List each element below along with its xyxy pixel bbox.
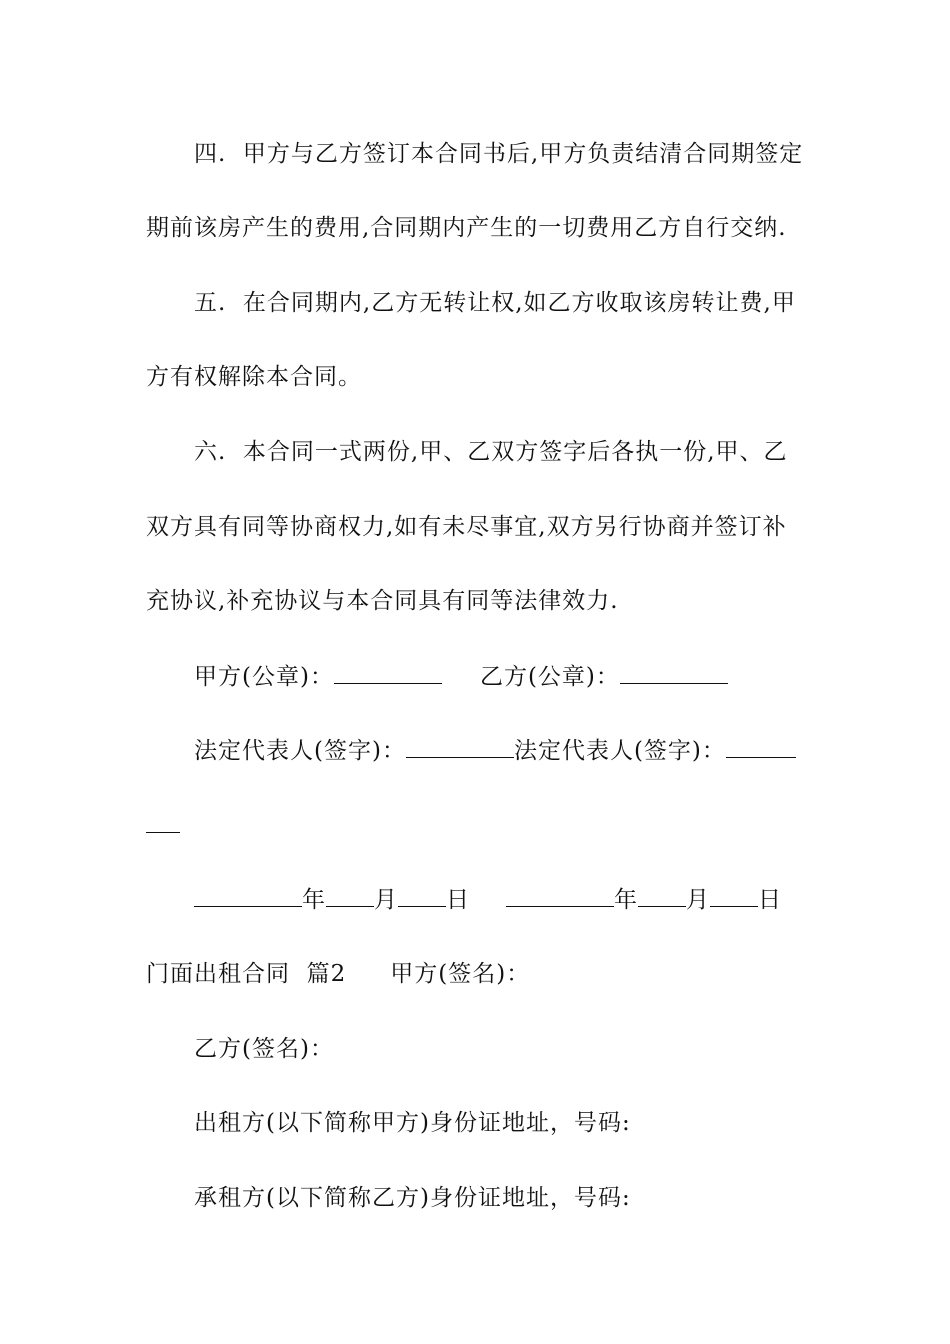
date-a-day-blank [398,884,446,907]
date-b-month-label: 月 [686,887,710,913]
rep-a-label: 法定代表人(签字)： [194,738,406,764]
clause-6-line-2: 双方具有同等协商权力,如有未尽事宜,双方另行协商并签订补 [146,514,787,540]
date-b-month-blank [638,884,686,907]
date-a-day-label: 日 [446,887,470,913]
rep-b-blank-continued [146,810,180,833]
date-b-day-blank [710,884,758,907]
clause-4-line-1: 四. 甲方与乙方签订本合同书后,甲方负责结清合同期签定 [194,141,804,167]
sign-b-label: 乙方(签名)： [194,1036,334,1062]
seal-line [194,661,728,692]
date-a-month-label: 月 [374,887,398,913]
section-2-title: 门面出租合同 篇2 [146,961,347,987]
date-b-year-blank [506,884,614,907]
clause-6-line-3: 充协议,补充协议与本合同具有同等法律效力. [146,588,619,614]
sign-a-label: 甲方(签名)： [390,961,531,987]
clause-5-line-2: 方有权解除本合同。 [146,364,362,390]
date-a-year-label: 年 [302,887,326,913]
seal-a-blank [334,661,442,684]
section-2-line [146,959,530,989]
seal-b-blank [620,661,728,684]
clause-5-line-1: 五. 在合同期内,乙方无转让权,如乙方收取该房转让费,甲 [194,290,796,316]
rep-a-blank [406,735,514,758]
seal-a-label: 甲方(公章)： [194,664,334,690]
date-a-year-blank [194,884,302,907]
clause-6-line-1: 六. 本合同一式两份,甲、乙双方签字后各执一份,甲、乙 [194,439,788,465]
clause-4-line-2: 期前该房产生的费用,合同期内产生的一切费用乙方自行交纳. [146,215,787,241]
rep-b-blank [726,735,796,758]
seal-b-label: 乙方(公章)： [479,664,620,690]
lessee-info: 承租方(以下简称乙方)身份证地址，号码: [194,1185,631,1211]
lessor-info: 出租方(以下简称甲方)身份证地址，号码: [194,1110,631,1136]
rep-b-label: 法定代表人(签字)： [513,738,726,764]
representative-line-wrap [146,810,180,841]
date-b-year-label: 年 [614,887,638,913]
date-a-month-blank [326,884,374,907]
representative-line [194,735,796,766]
date-line [194,884,782,915]
date-b-day-label: 日 [758,887,782,913]
